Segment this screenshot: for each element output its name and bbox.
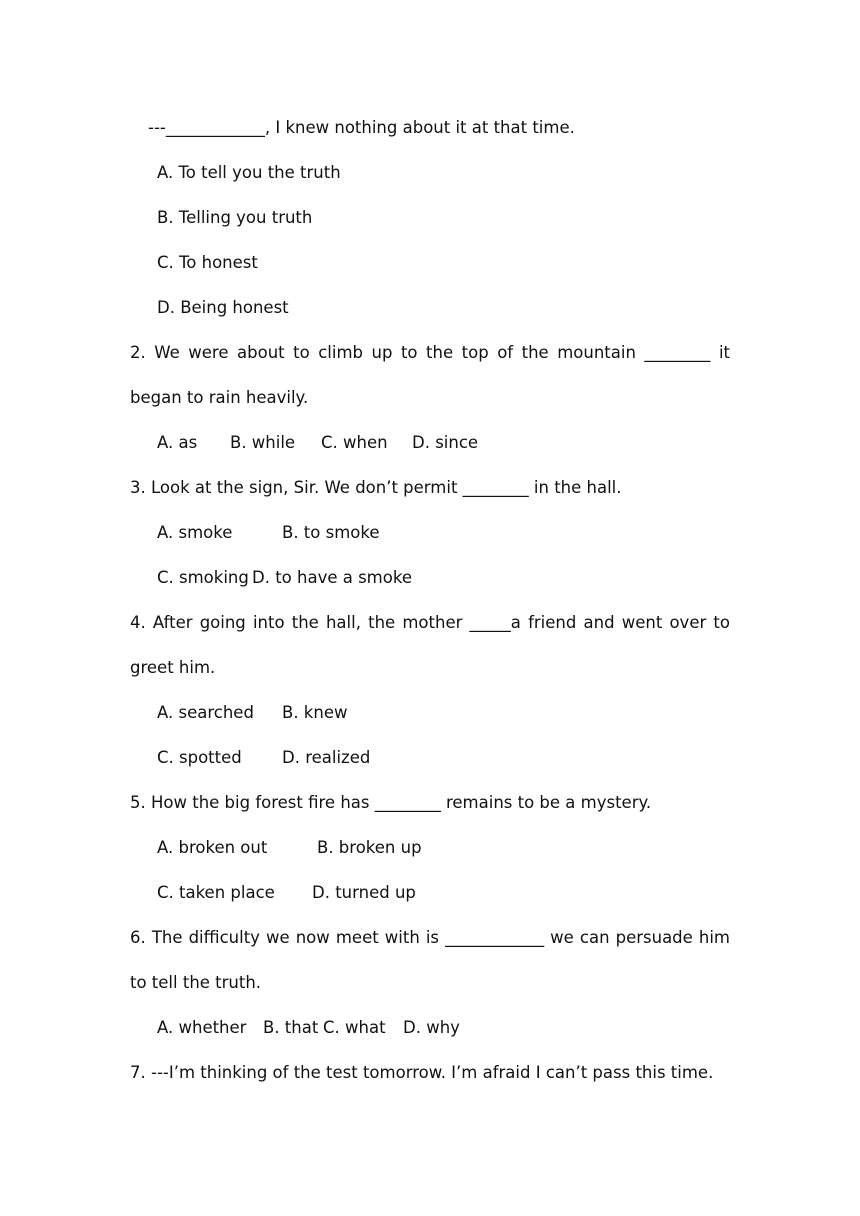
q1-option-b: B. Telling you truth (157, 208, 313, 227)
q4-option-b: B. knew (282, 703, 348, 722)
q3-option-b: B. to smoke (282, 523, 380, 542)
q6-option-d: D. why (403, 1018, 460, 1037)
q4-option-a: A. searched (157, 703, 254, 722)
q5-option-d: D. turned up (312, 883, 416, 902)
q3-option-a: A. smoke (157, 523, 233, 542)
q6-option-b: B. that (263, 1018, 319, 1037)
q4-stem-line2: greet him. (130, 658, 216, 677)
q5-stem: 5. How the big forest fire has ________ remains to be a mystery. (130, 793, 652, 812)
q5-option-c: C. taken place (157, 883, 275, 902)
q6-stem-line1: 6. The difficulty we now meet with is ____________ we can persuade him (130, 928, 730, 947)
q1-option-d: D. Being honest (157, 298, 289, 317)
q4-option-c: C. spotted (157, 748, 242, 767)
q7-stem: 7. ---I’m thinking of the test tomorrow. I’m afraid I can’t pass this time. (130, 1063, 714, 1082)
q4-stem-line1: 4. After going into the hall, the mother _____a friend and went over to (130, 613, 730, 632)
q1-stem: ---____________, I knew nothing about it at that time. (148, 118, 575, 137)
q4-option-d: D. realized (282, 748, 371, 767)
q1-option-a: A. To tell you the truth (157, 163, 341, 182)
q2-option-d: D. since (412, 433, 479, 452)
q3-option-c: C. smoking (157, 568, 249, 587)
q6-stem-line2: to tell the truth. (130, 973, 262, 992)
q2-stem-line2: began to rain heavily. (130, 388, 309, 407)
q2-stem-line1: 2. We were about to climb up to the top of the mountain ________ it (130, 343, 730, 362)
q5-option-b: B. broken up (317, 838, 422, 857)
q3-option-d: D. to have a smoke (252, 568, 412, 587)
q5-option-a: A. broken out (157, 838, 268, 857)
q3-stem: 3. Look at the sign, Sir. We don’t permit ________ in the hall. (130, 478, 622, 497)
q2-option-a: A. as (157, 433, 198, 452)
q2-option-b: B. while (230, 433, 296, 452)
q2-option-c: C. when (321, 433, 388, 452)
q1-option-c: C. To honest (157, 253, 258, 272)
q6-option-a: A. whether (157, 1018, 247, 1037)
q6-option-c: C. what (323, 1018, 386, 1037)
